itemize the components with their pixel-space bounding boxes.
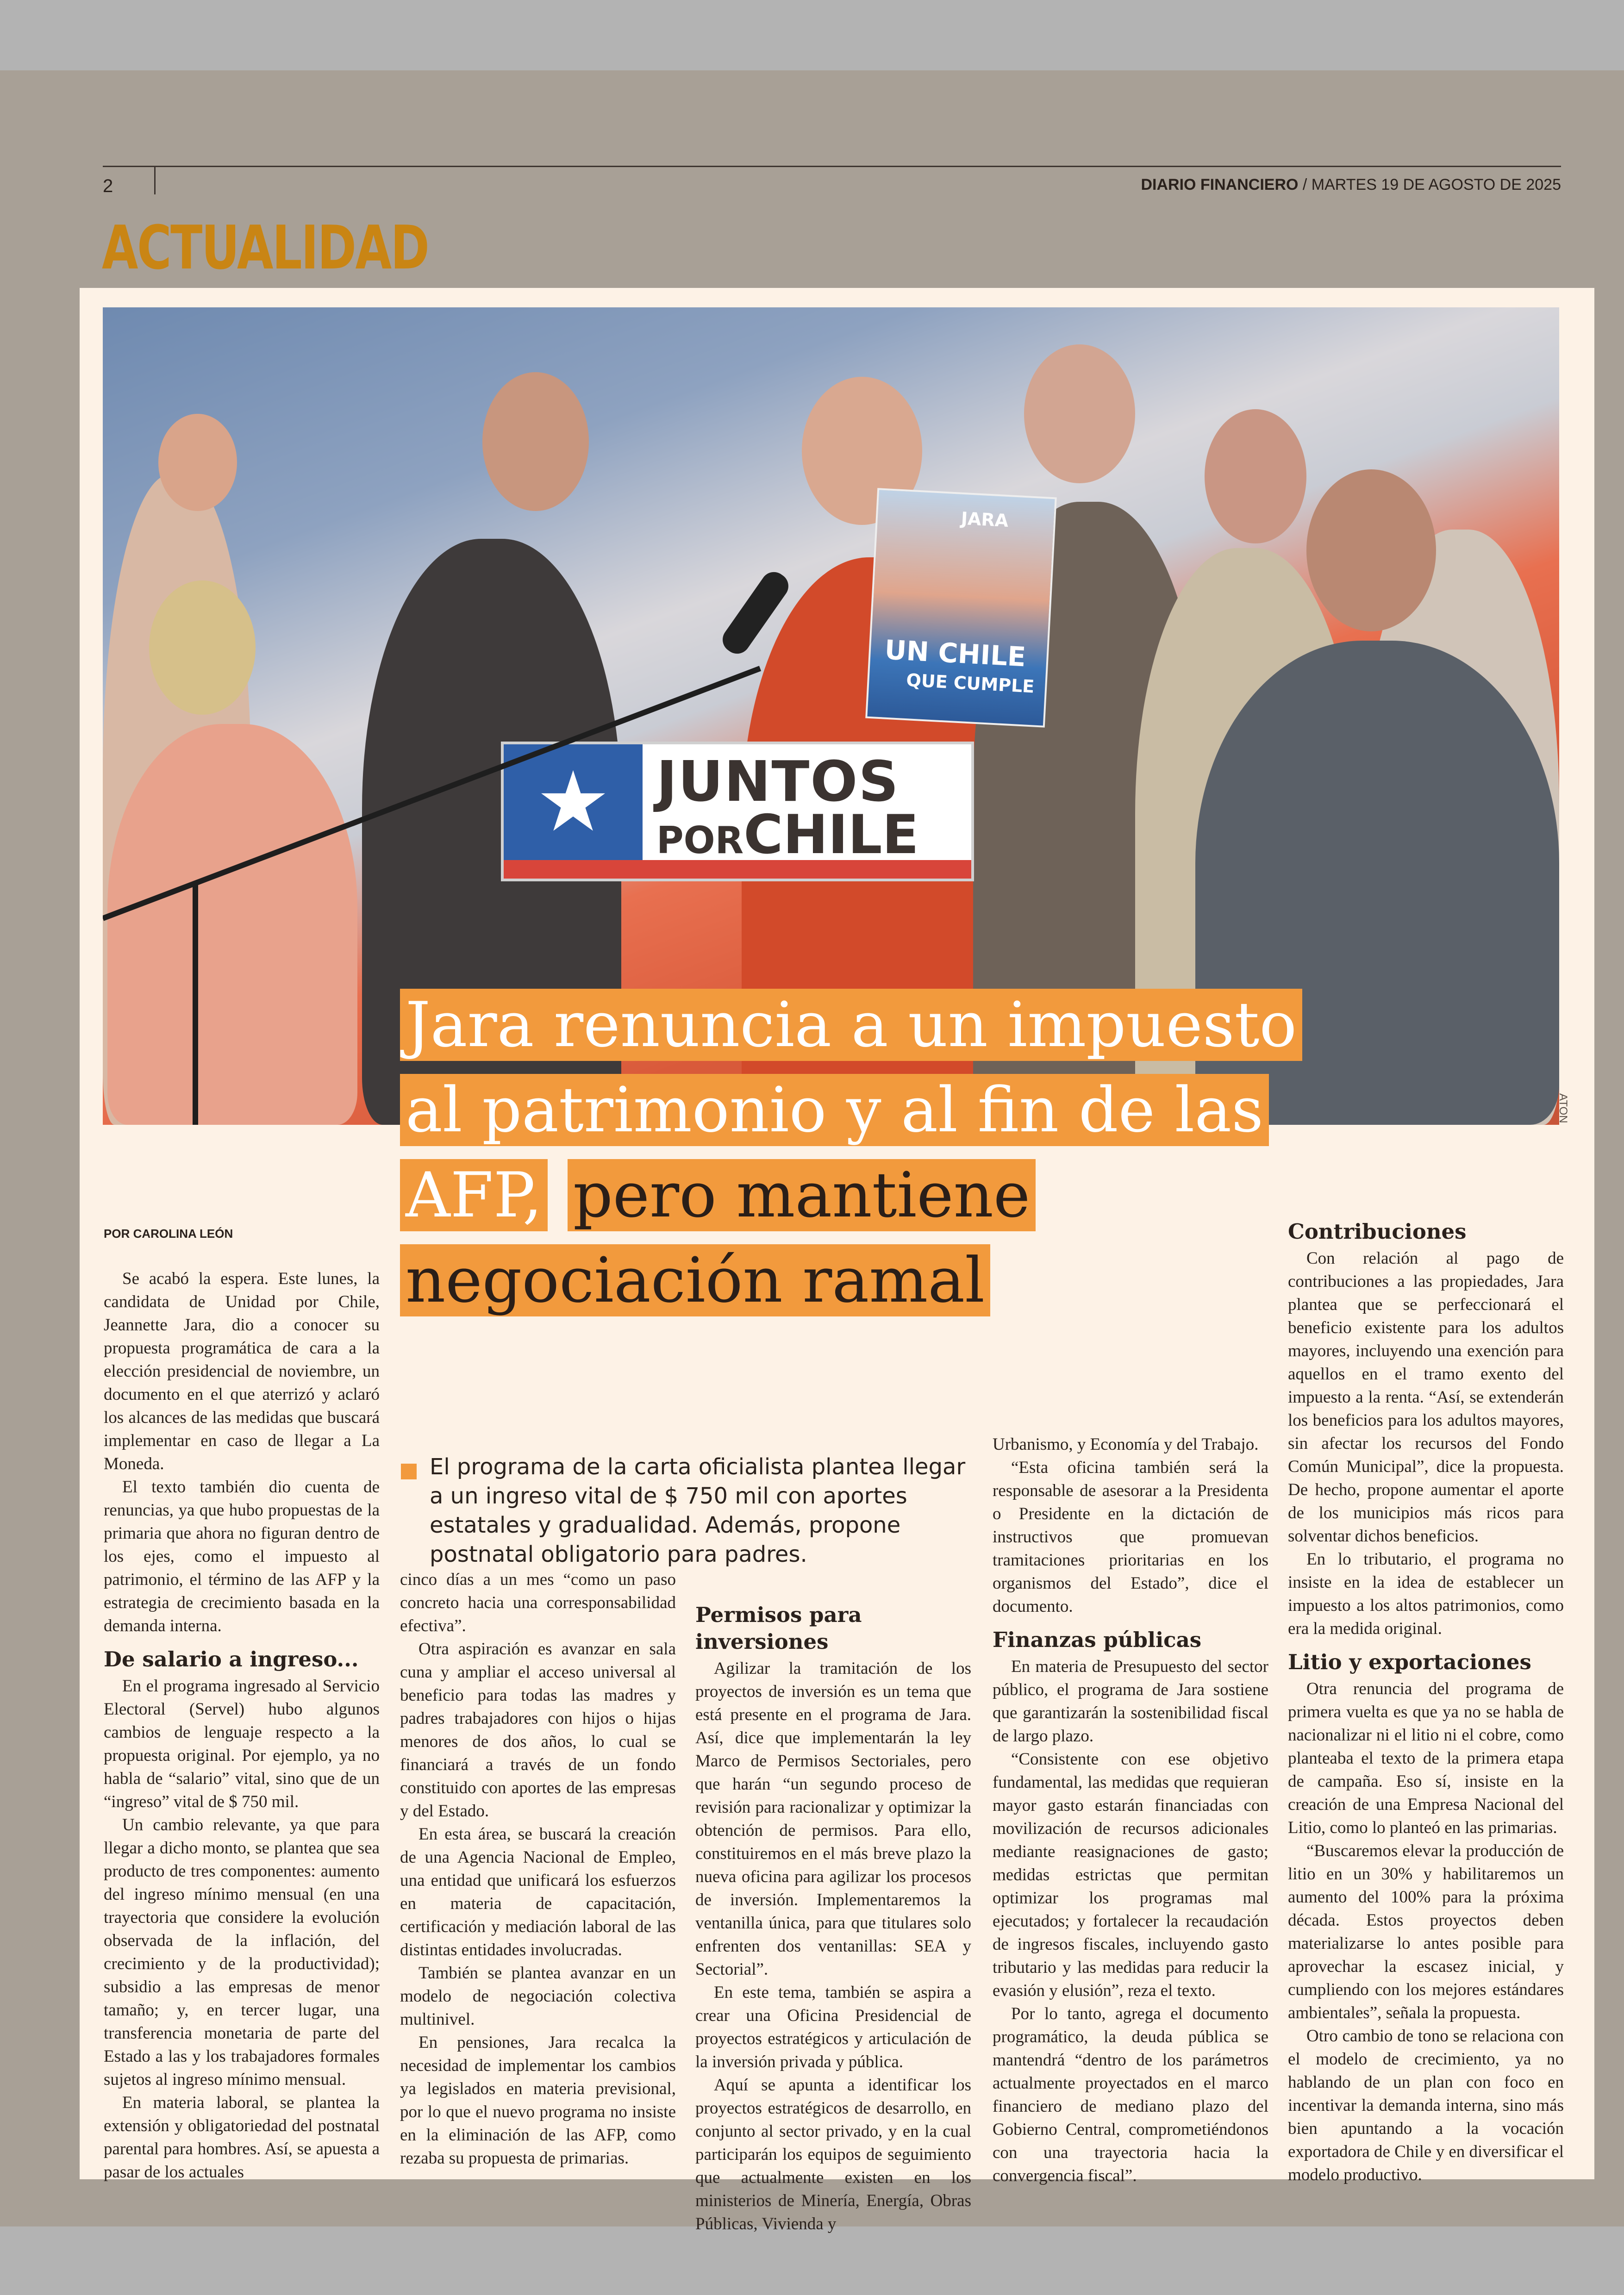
body-paragraph: Se acabó la espera. Este lunes, la candidata de Unidad por Chile, Jeannette Jara, dio a conocer su propuesta programática de cara a la elección presidencial de noviembre, un documento en el que aterrizó y aclaró los alcances de las medidas que buscará implementar en caso de llegar a La Moneda. [104, 1269, 380, 1473]
body-paragraph: Por lo tanto, agrega el documento programático, la deuda pública se mantendrá “dentro de los parámetros actualmente proyectados en el marco financiero de mediano plazo del Gobierno Central, comprometiéndonos con una trayectoria hacia la convergencia fiscal”. [993, 2004, 1268, 2185]
body-paragraph: Otra aspiración es avanzar en sala cuna y ampliar el acceso universal al beneficio para todas las madres y padres trabajadores con hijos o hijas menores de dos años, lo cual se financiará a través de un fondo constituido con aportes de las empresas y del Estado. [400, 1640, 676, 1821]
star-icon: ★ [536, 754, 611, 850]
body-paragraph: Aquí se apunta a identificar los proyectos estratégicos de desarrollo, en conjunto al sector privado, y en la cual participarán los equipos de seguimiento que actualmente existen en los ministerios de Minería, Energía, Obras Públicas, Vivienda y [695, 2076, 971, 2233]
headline [400, 982, 1307, 1323]
body-paragraph: cinco días a un mes “como un paso concreto hacia una corresponsabilidad efectiva”. [400, 1570, 676, 1635]
section-label: ACTUALIDAD [102, 212, 429, 283]
booklet-title: UN CHILE [884, 634, 1027, 673]
podium-text-por: POR [656, 819, 744, 862]
body-paragraph: En pensiones, Jara recalca la necesidad de implementar los cambios ya legislados en materia previsional, por lo que el nuevo programa no insiste en la eliminación de las AFP, como rezaba su propuesta de primarias. [400, 2033, 676, 2168]
headline-dark: pero mantiene negociación ramal [400, 1159, 1036, 1316]
body-paragraph: El texto también dio cuenta de renuncias, ya que hubo propuestas de la primaria que ahora no figuran dentro de los ejes, como el impuesto al patrimonio, el término de las AFP y la estrategia de crecimiento basada en la demanda interna. [104, 1478, 380, 1635]
body-paragraph: Urbanismo, y Economía y del Trabajo. [993, 1435, 1259, 1454]
body-paragraph: También se plantea avanzar en un modelo de negociación colectiva multinivel. [400, 1964, 676, 2029]
subheading: De salario a ingreso... [104, 1647, 359, 1671]
header-rule [103, 166, 1561, 167]
podium-text-chile: CHILE [743, 804, 919, 866]
text-column-4 [993, 1433, 1268, 2188]
headline-light: Jara renuncia a un impuesto al patrimonio y al fin de las AFP, [400, 989, 1302, 1231]
body-paragraph: Otro cambio de tono se relaciona con el modelo de crecimiento, ya no hablando de un plan con foco en incentivar la demanda interna, sino más bien apuntando a la vocación exportadora de Chile y en diversificar el modelo productivo. [1288, 2027, 1564, 2184]
body-paragraph: En materia laboral, se plantea la extensión y obligatoriedad del postnatal parental para hombres. Así, se apuesta a pasar de los actuales [104, 2093, 380, 2182]
body-paragraph: Un cambio relevante, ya que para llegar a dicho monto, se plantea que sea producto de tres componentes: aumento del ingreso mínimo mensual (en una trayectoria que considere la evolución observada de la inflación, del crecimiento y de la productividad); subsidio a las empresas de menor tamaño; y, en tercer lugar, una transferencia monetaria de parte del Estado a las y los trabajadores formales sujetos al ingreso mínimo mensual. [104, 1815, 380, 2089]
body-paragraph: “Consistente con ese objetivo fundamental, las medidas que requieran mayor gasto estarán financiadas con movilización de recursos adicionales mediante reasignaciones de gasto; medidas estrictas que permitan optimizar los programas mal ejecutados; y fortalecer la recaudación de ingresos fiscales, incluyendo gasto tributario y las medidas para reducir la evasión y elusión”, reza el texto. [993, 1750, 1268, 2000]
lead-paragraph: El programa de la carta oficialista plantea llegar a un ingreso vital de $ 750 mil con aportes estatales y gradualidad. Además, propone postnatal obligatorio para padres. [430, 1454, 966, 1567]
body-paragraph: En esta área, se buscará la creación de una Agencia Nacional de Empleo, una entidad que unificará los esfuerzos en materia de capacitación, certificación y mediación laboral de las distintas entidades involucradas. [400, 1825, 676, 1959]
podium-text-juntos: JUNTOS [656, 750, 899, 814]
body-paragraph: “Esta oficina también será la responsable de asesorar a la Presidenta o Presidente en la dictación de instructivos que promuevan tramitaciones prioritarias en los organismos del Estado”, dice el documento. [993, 1458, 1268, 1616]
subheading: Contribuciones [1288, 1219, 1467, 1244]
body-paragraph: En lo tributario, el programa no insiste en la idea de establecer un impuesto a los altos patrimonios, como era la medida original. [1288, 1550, 1564, 1638]
masthead-date: / MARTES 19 DE AGOSTO DE 2025 [1298, 176, 1561, 193]
body-paragraph: En el programa ingresado al Servicio Electoral (Servel) hubo algunos cambios de lenguaje respecto a la propuesta original. Por ejemplo, ya no habla de “salario” vital, sino que de un “ingreso” vital de $ 750 mil. [104, 1677, 380, 1811]
subheading: Finanzas públicas [993, 1628, 1202, 1652]
masthead-name: DIARIO FINANCIERO [1141, 176, 1299, 193]
byline: POR CAROLINA LEÓN [104, 1227, 233, 1241]
article-area [80, 288, 1594, 2233]
page-number: 2 [103, 176, 113, 196]
text-column-5 [1288, 1218, 1564, 2187]
body-paragraph: Otra renuncia del programa de primera vuelta es que ya no se habla de nacionalizar ni el litio ni el cobre, como planteaba el texto de la primera etapa de campaña. Eso sí, insiste en la creación de una Empresa Nacional del Litio, como lo planteó en las primarias. [1288, 1679, 1564, 1837]
body-paragraph: En este tema, también se aspira a crear una Oficina Presidencial de proyectos estratégicos y articulación de la inversión privada y pública. [695, 1983, 971, 2071]
text-column-2 [400, 1568, 676, 2170]
subheading: Permisos para inversiones [695, 1603, 862, 1654]
booklet-name: JARA [960, 508, 1009, 531]
subheading: Litio y exportaciones [1288, 1650, 1531, 1674]
text-column-3 [695, 1602, 971, 2236]
photo-credit: ATON [1557, 1093, 1569, 1123]
lead-bullet-icon [401, 1464, 417, 1479]
body-paragraph: Agilizar la tramitación de los proyectos de inversión es un tema que está presente en el programa de Jara. Así, dice que implementarán la ley Marco de Permisos Sectoriales, pero que harán “un segundo proceso de revisión para racionalizar y optimizar la obtención de permisos. Para ello, constituiremos en el más breve plazo la nueva oficina para agilizar los procesos de inversión. Implementaremos la ventanilla única, para que titulares solo enfrenten dos ventanillas: SEA y Sectorial”. [695, 1659, 971, 1979]
body-paragraph: Con relación al pago de contribuciones a las propiedades, Jara plantea que se perfeccionará el beneficio existente para los adultos mayores, incluyendo una exención para aquellos en el tramo exento del impuesto a la renta. “Así, se extenderán los beneficios para los adultos mayores, sin afectar los recursos del Fondo Común Municipal”, dice la propuesta. De hecho, propone aumentar el aporte de los municipios más ricos para solventar dichos beneficios. [1288, 1249, 1564, 1546]
booklet-subtitle: QUE CUMPLE [906, 670, 1035, 697]
body-paragraph: “Buscaremos elevar la producción de litio en un 30% y habilitaremos un aumento del 100% para la próxima década. Estos proyectos deben materializarse lo antes posible para aprovechar la escasez inicial, y cumpliendo con los mejores estándares ambientales”, señala la propuesta. [1288, 1841, 1564, 2022]
body-paragraph: En materia de Presupuesto del sector público, el programa de Jara sostiene que garantizarán la sostenibilidad fiscal de largo plazo. [993, 1657, 1268, 1746]
newspaper-page [0, 70, 1624, 2233]
masthead [1141, 176, 1561, 194]
text-column-1 [104, 1267, 380, 2184]
header-divider [154, 166, 156, 194]
